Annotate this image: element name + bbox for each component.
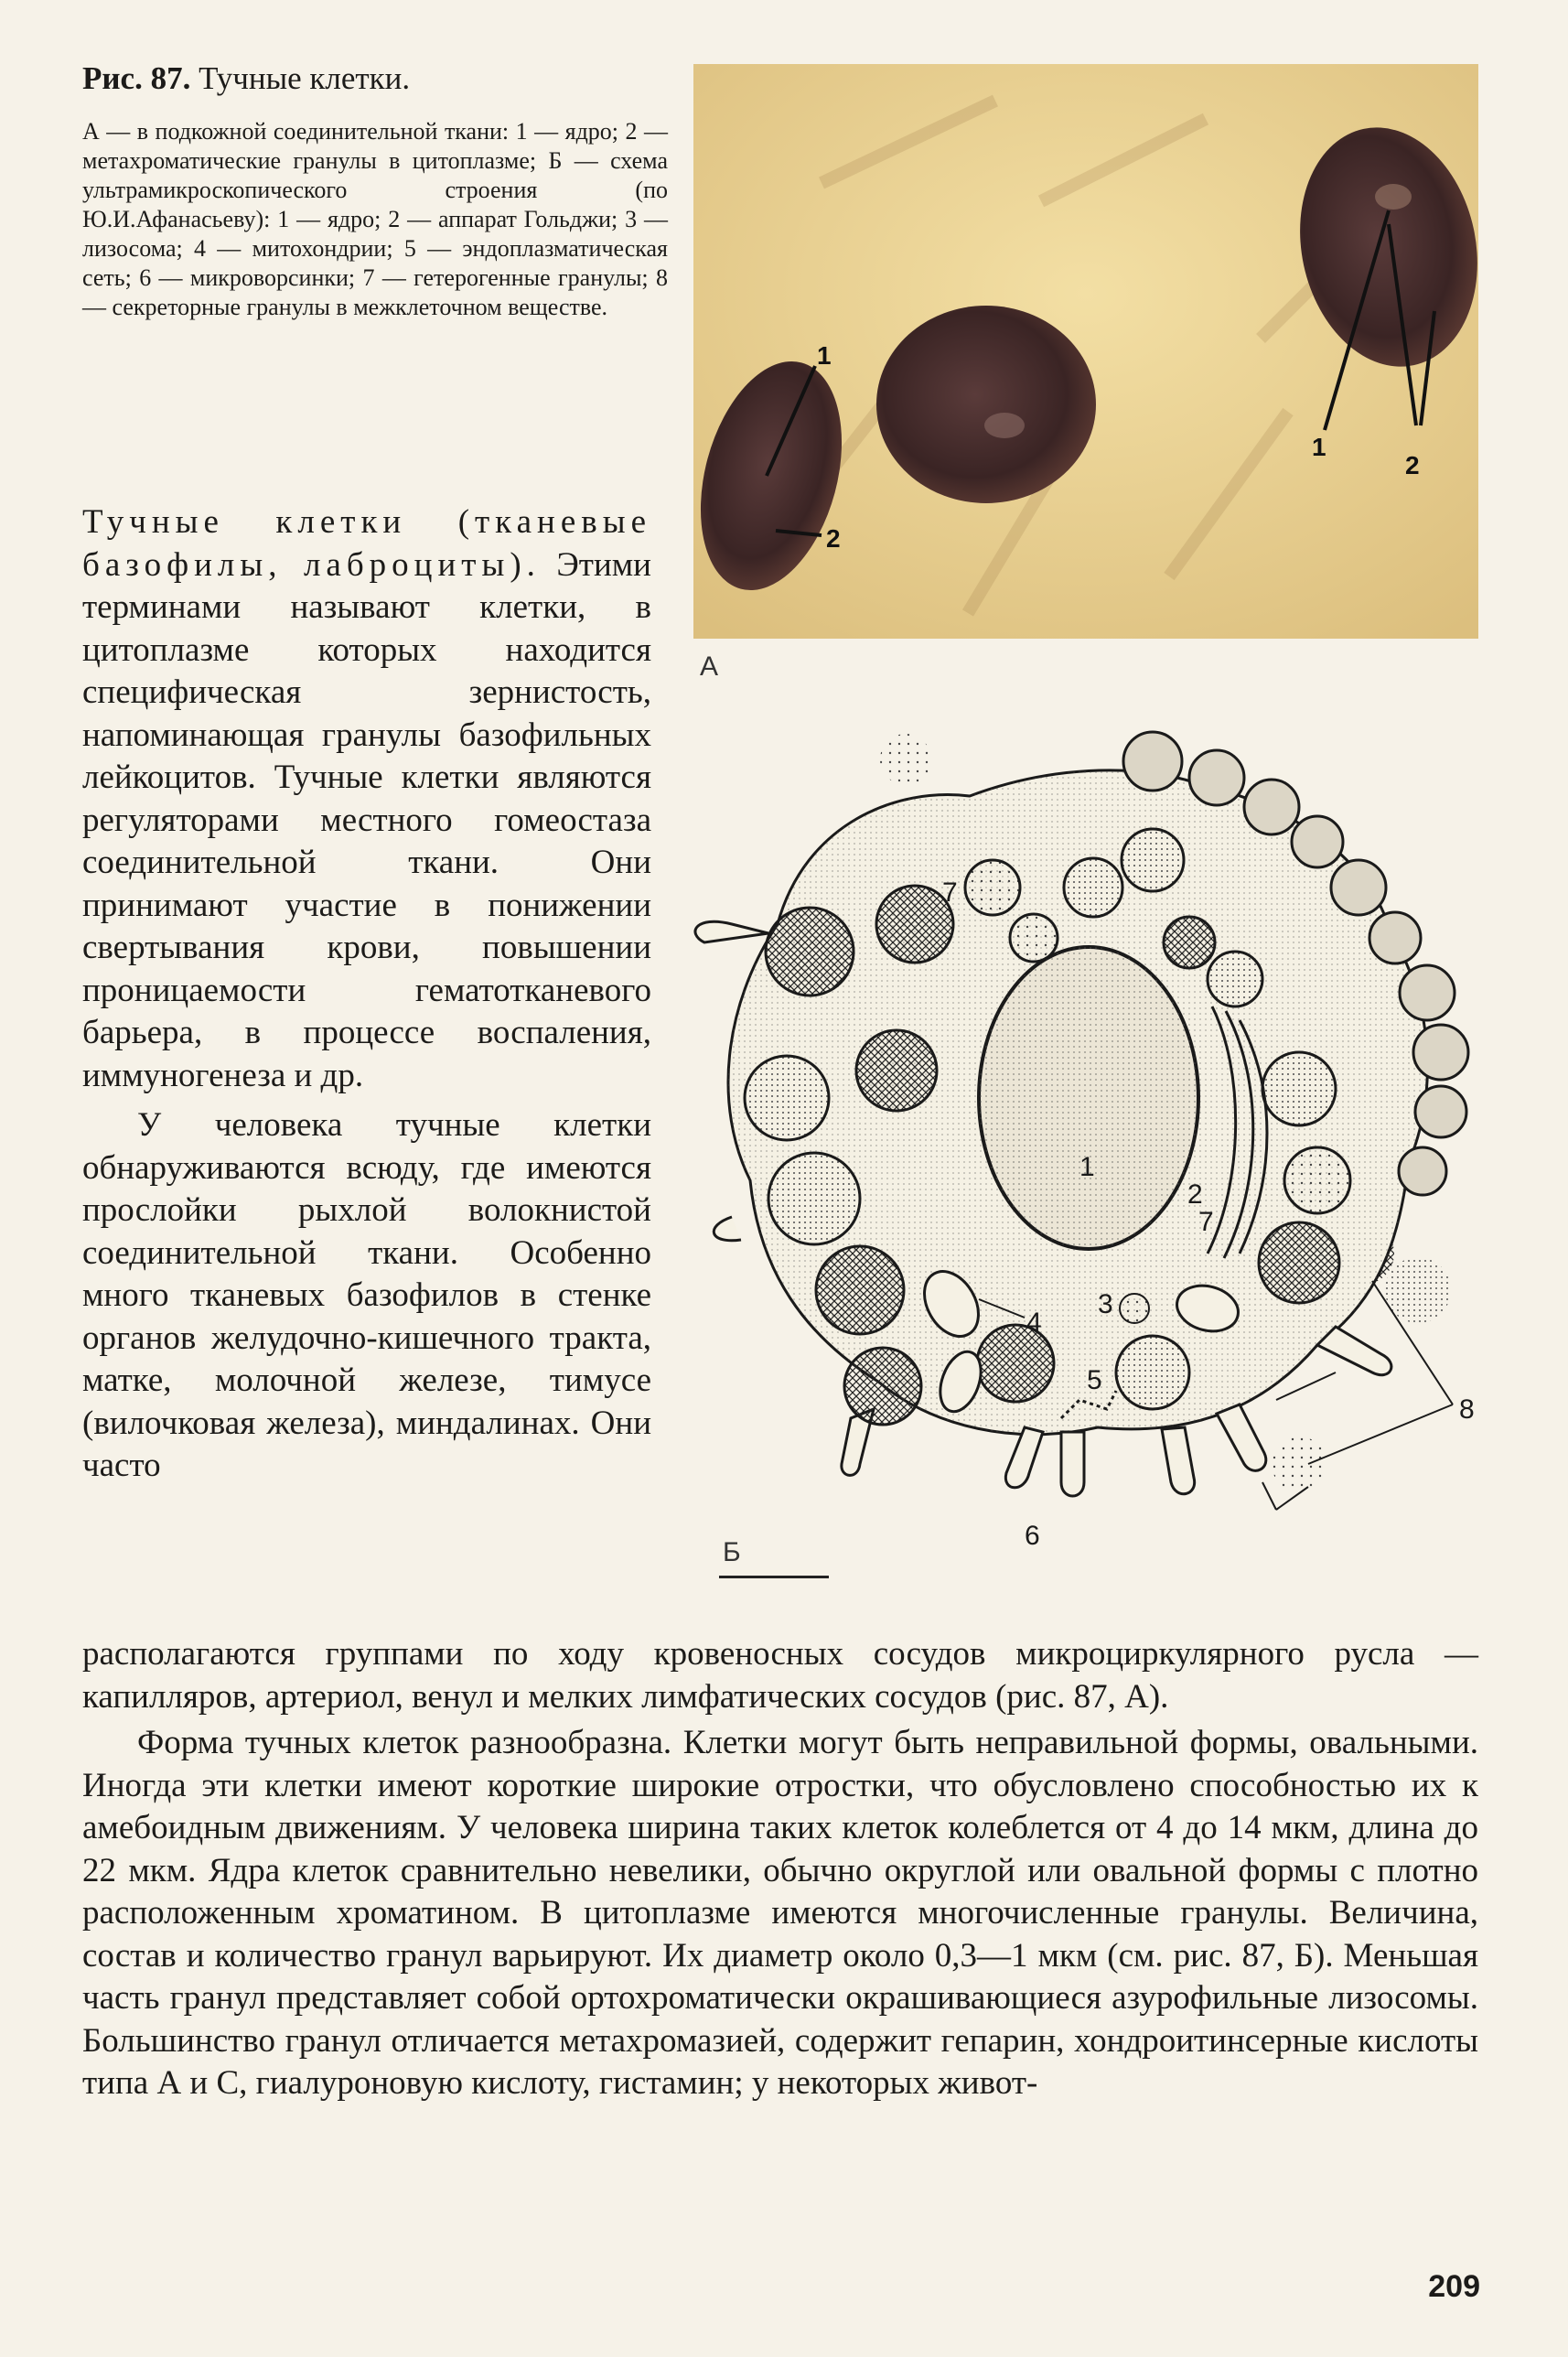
figure-caption bbox=[82, 60, 668, 322]
panel-b-callout-6: 6 bbox=[1025, 1521, 1040, 1551]
panel-a-label: А bbox=[700, 651, 719, 682]
figure-legend: А — в подкожной соединительной ткани: 1 — ядро; 2 — метахроматические гранулы в цитоплазме; Б — схема ультрамикроскопического строения (по Ю.И.Афанасьеву): 1 — ядро; 2 — аппарат Гольджи; 3 — лизосома; 4 — митохондрии; 5 — эндоплазматическая сеть; 6 — микроворсинки; 7 — гетерогенные гранулы; 8 — секреторные гранулы в межклеточном веществе. bbox=[82, 118, 668, 320]
panel-b-callout-5: 5 bbox=[1087, 1365, 1102, 1395]
paragraph-3: Форма тучных клеток разнообразна. Клетки могут быть неправильной формы, овальными. Иногда эти клетки имеют короткие широкие отростки, что обусловлено способностью их к амебоидным движениям. У человека ширина таких клеток колеблется от 4 до 14 мкм, длина до 22 мкм. Ядра клеток сравнительно невелики, обычно округлой или овальной формы с плотно расположенным хроматином. В цитоплазме имеются многочисленные гранулы. Величина, состав и количество гранул варьируют. Их диаметр около 0,3—1 мкм (см. рис. 87, Б). Меньшая часть гранул представляет собой ортохроматически окрашивающиеся азурофильные лизосомы. Большинство гранул отличается метахромазией, содержит гепарин, хондроитинсерные кислоты типа А и С, гиалуроновую кислоту, гистамин; у некоторых живот- bbox=[82, 1724, 1478, 2102]
panel-b-callout-7-right: 7 bbox=[1198, 1207, 1214, 1237]
paragraph-2-continued: располагаются группами по ходу кровеносных сосудов микроциркулярного русла — капилляров, артериол, венул и мелких лимфатических сосудов (рис. 87, А). bbox=[82, 1635, 1478, 1716]
panel-b-callout-4: 4 bbox=[1026, 1308, 1042, 1338]
body-column bbox=[82, 501, 651, 1488]
panel-b-callout-3: 3 bbox=[1098, 1289, 1113, 1319]
micrograph-panel-a bbox=[693, 64, 1478, 639]
figure-title: Тучные клетки. bbox=[199, 60, 411, 96]
panel-b-callout-1: 1 bbox=[1079, 1152, 1095, 1182]
panel-a-callout-2-left: 2 bbox=[826, 524, 841, 553]
scale-bar bbox=[719, 1576, 829, 1578]
figure-number: Рис. 87. bbox=[82, 60, 191, 96]
panel-a-callout-1-right: 1 bbox=[1312, 433, 1326, 461]
panel-b-callout-2: 2 bbox=[1187, 1179, 1203, 1210]
paragraph-1-text: Этими терминами называют клетки, в цитоплазме которых находится специфическая зернистость, напоминающая гранулы базофильных лейкоцитов. Тучные клетки являются регуляторами местного гомеостаза соединительной ткани. Они принимают участие в понижении свертывания крови, повышении проницаемости гематотканевого барьера, в процессе воспаления, иммуногенеза и др. bbox=[82, 545, 651, 1094]
paragraph-1 bbox=[82, 501, 651, 1097]
body-full-width bbox=[82, 1633, 1478, 2105]
paragraph-2: У человека тучные клетки обнаруживаются всюду, где имеются прослойки рыхлой волокнистой соединительной ткани. Особенно много тканевых базофилов в стенке органов желудочно-кишечного тракта, матке, молочной железе, тимусе (вилочковая железа), миндалинах. Они часто bbox=[82, 1106, 651, 1484]
schematic-panel-b bbox=[677, 705, 1506, 1610]
panel-a-callout-2-right: 2 bbox=[1405, 451, 1420, 479]
panel-b-callout-8: 8 bbox=[1459, 1394, 1475, 1425]
term-heading: Тучные клетки (тканевые базофилы, лаброциты). bbox=[82, 503, 651, 584]
panel-b-label: Б bbox=[723, 1537, 741, 1567]
figure-title-line bbox=[82, 60, 668, 97]
panel-b-callout-7-top: 7 bbox=[942, 877, 958, 908]
page-number: 209 bbox=[1428, 2269, 1480, 2304]
panel-a-callout-1-left: 1 bbox=[817, 341, 832, 370]
mast-cell-center bbox=[876, 306, 1096, 503]
